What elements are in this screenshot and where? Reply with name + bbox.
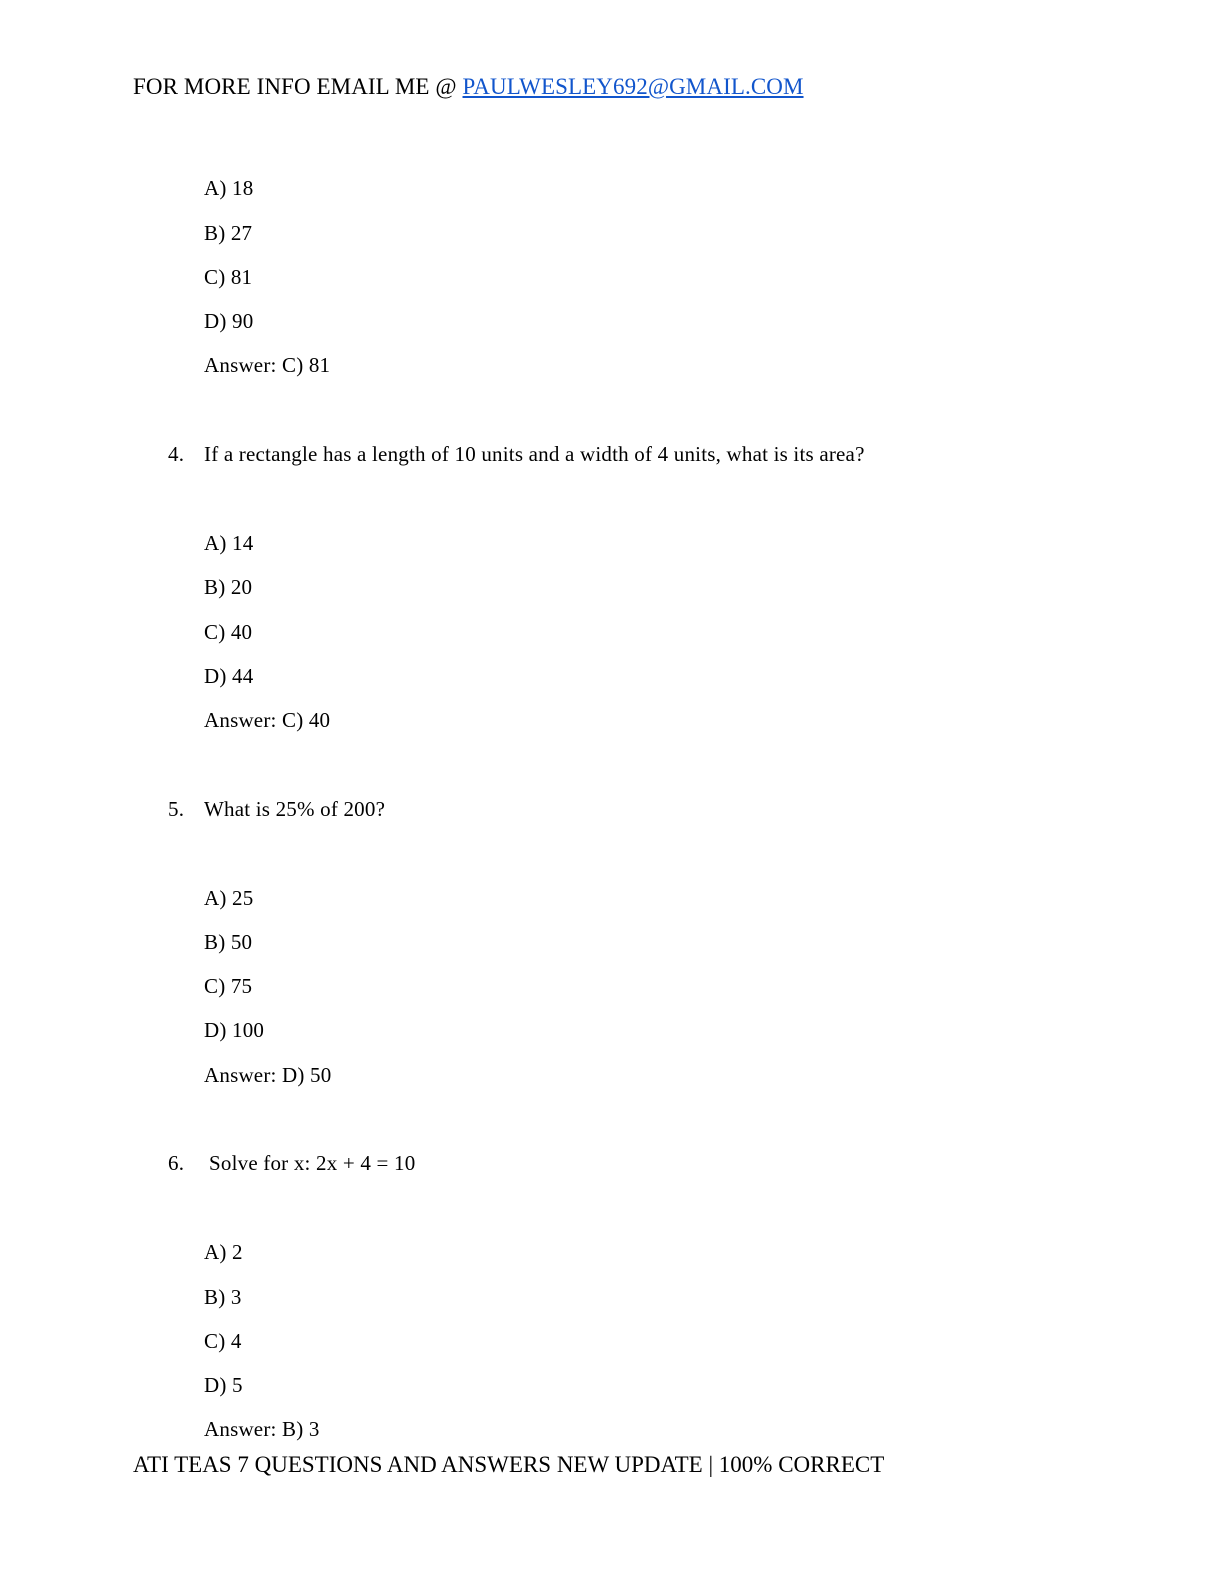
q4-option-a: A) 14: [204, 531, 254, 555]
q3-option-d: D) 90: [204, 309, 254, 333]
q5-option-c: C) 75: [204, 974, 253, 998]
q6-option-b: B) 3: [204, 1285, 242, 1309]
q3-answer: Answer: C) 81: [204, 353, 331, 377]
q5-number: 5.: [168, 797, 185, 821]
q6-answer: Answer: B) 3: [204, 1417, 320, 1441]
q3-option-c: C) 81: [204, 265, 253, 289]
q4-option-d: D) 44: [204, 664, 254, 688]
q5-option-d: D) 100: [204, 1018, 265, 1042]
q6-text: Solve for x: 2x + 4 = 10: [209, 1151, 416, 1175]
q5-text: What is 25% of 200?: [204, 797, 386, 821]
q4-answer: Answer: C) 40: [204, 708, 331, 732]
header-prefix: FOR MORE INFO EMAIL ME @: [133, 74, 463, 99]
q6-option-a: A) 2: [204, 1240, 243, 1264]
q4-number: 4.: [168, 442, 185, 466]
q5-option-a: A) 25: [204, 886, 254, 910]
q5-answer: Answer: D) 50: [204, 1063, 332, 1087]
q4-text: If a rectangle has a length of 10 units and a width of 4 units, what is its area?: [204, 442, 865, 466]
q5-option-b: B) 50: [204, 930, 253, 954]
q4-option-c: C) 40: [204, 620, 253, 644]
q6-option-d: D) 5: [204, 1373, 243, 1397]
email-link[interactable]: PAULWESLEY692@GMAIL.COM: [462, 74, 804, 99]
page-header: [133, 74, 804, 100]
q3-option-a: A) 18: [204, 176, 254, 200]
q4-option-b: B) 20: [204, 575, 253, 599]
q3-option-b: B) 27: [204, 221, 253, 245]
page-footer: ATI TEAS 7 QUESTIONS AND ANSWERS NEW UPDATE | 100% CORRECT: [133, 1452, 885, 1477]
q6-option-c: C) 4: [204, 1329, 242, 1353]
q6-number: 6.: [168, 1151, 185, 1175]
